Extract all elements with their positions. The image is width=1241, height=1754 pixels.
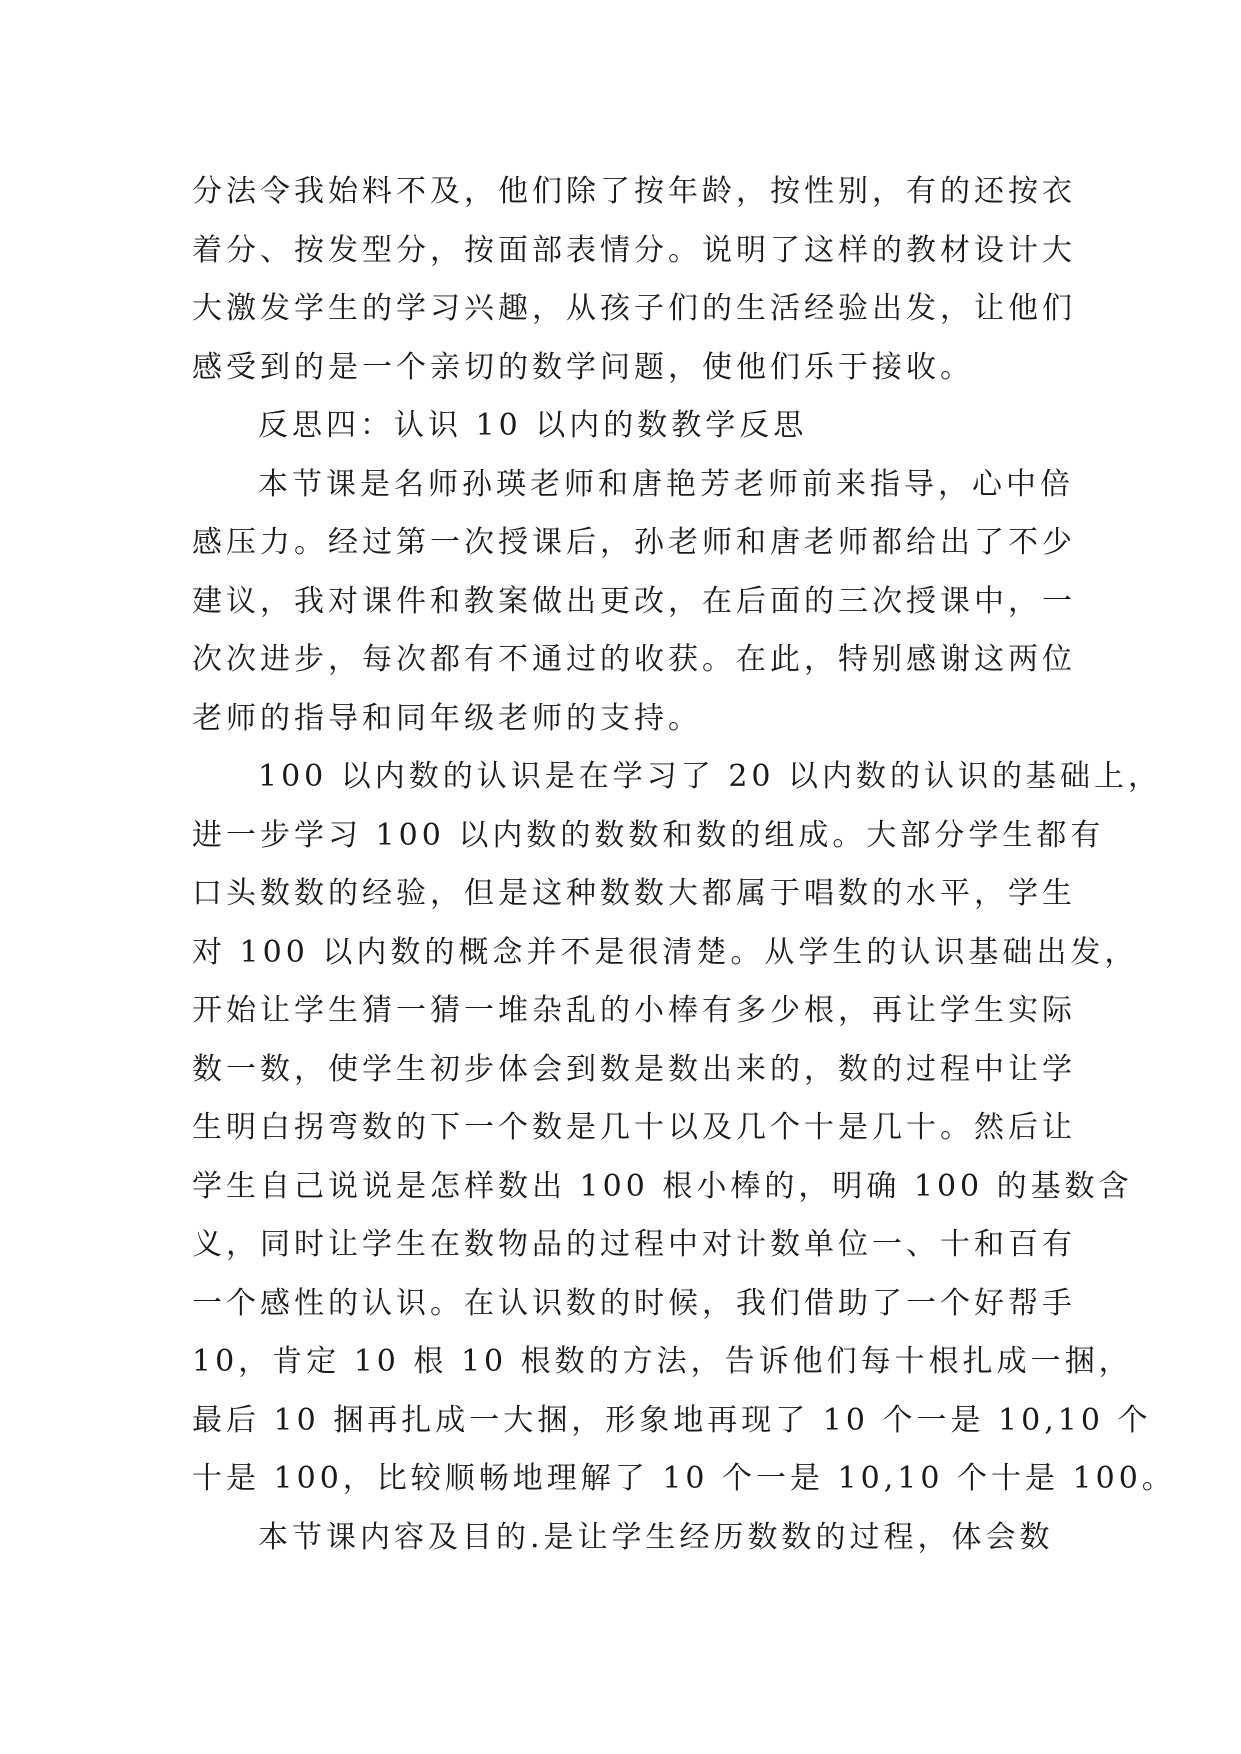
paragraph-start: 本节课内容及目的.是让学生经历数数的过程，体会数 (258, 1519, 1054, 1555)
text-line: 着分、按发型分，按面部表情分。说明了这样的教材设计大 (192, 232, 1076, 268)
text-line: 口头数数的经验，但是这种数数大都属于唱数的水平，学生 (192, 876, 1076, 911)
text-line: 进一步学习 100 以内数的数数和数的组成。大部分学生都有 (192, 817, 1105, 853)
text-line: 开始让学生猜一猜一堆杂乱的小棒有多少根，再让学生实际 (192, 993, 1076, 1028)
section-heading: 反思四：认识 10 以内的数教学反思 (258, 408, 808, 443)
text-line: 数一数，使学生初步体会到数是数出来的，数的过程中让学 (192, 1051, 1076, 1087)
text-line: 十是 100，比较顺畅地理解了 10 个一是 10,10 个十是 100。 (192, 1461, 1176, 1496)
paragraph-start: 本节课是名师孙瑛老师和唐艳芳老师前来指导，心中倍 (258, 466, 1074, 502)
text-line: 大激发学生的学习兴趣，从孩子们的生活经验出发，让他们 (192, 291, 1076, 326)
text-line: 对 100 以内数的概念并不是很清楚。从学生的认识基础出发， (192, 934, 1139, 970)
text-line: 最后 10 捆再扎成一大捆，形象地再现了 10 个一是 10,10 个 (192, 1402, 1152, 1438)
text-line: 义，同时让学生在数物品的过程中对计数单位一、十和百有 (192, 1227, 1076, 1262)
text-line: 感受到的是一个亲切的数学问题，使他们乐于接收。 (192, 349, 974, 385)
text-line: 学生自己说说是怎样数出 100 根小棒的，明确 100 的基数含 (192, 1168, 1133, 1204)
paragraph-start: 100 以内数的认识是在学习了 20 以内数的认识的基础上， (258, 759, 1163, 794)
text-line: 感压力。经过第一次授课后，孙老师和唐老师都给出了不少 (192, 525, 1076, 560)
text-line: 老师的指导和同年级老师的支持。 (192, 700, 702, 736)
text-line: 生明白拐弯数的下一个数是几十以及几个十是几十。然后让 (192, 1110, 1076, 1145)
document-body (192, 163, 1176, 1567)
text-line: 一个感性的认识。在认识数的时候，我们借助了一个好帮手 (192, 1285, 1076, 1321)
text-line: 10，肯定 10 根 10 根数的方法，告诉他们每十根扎成一捆， (192, 1344, 1133, 1379)
text-line: 建议，我对课件和教案做出更改，在后面的三次授课中，一 (192, 583, 1076, 619)
text-line: 分法令我始料不及，他们除了按年龄，按性别，有的还按衣 (192, 174, 1076, 209)
text-line: 次次进步，每次都有不通过的收获。在此，特别感谢这两位 (192, 642, 1076, 677)
